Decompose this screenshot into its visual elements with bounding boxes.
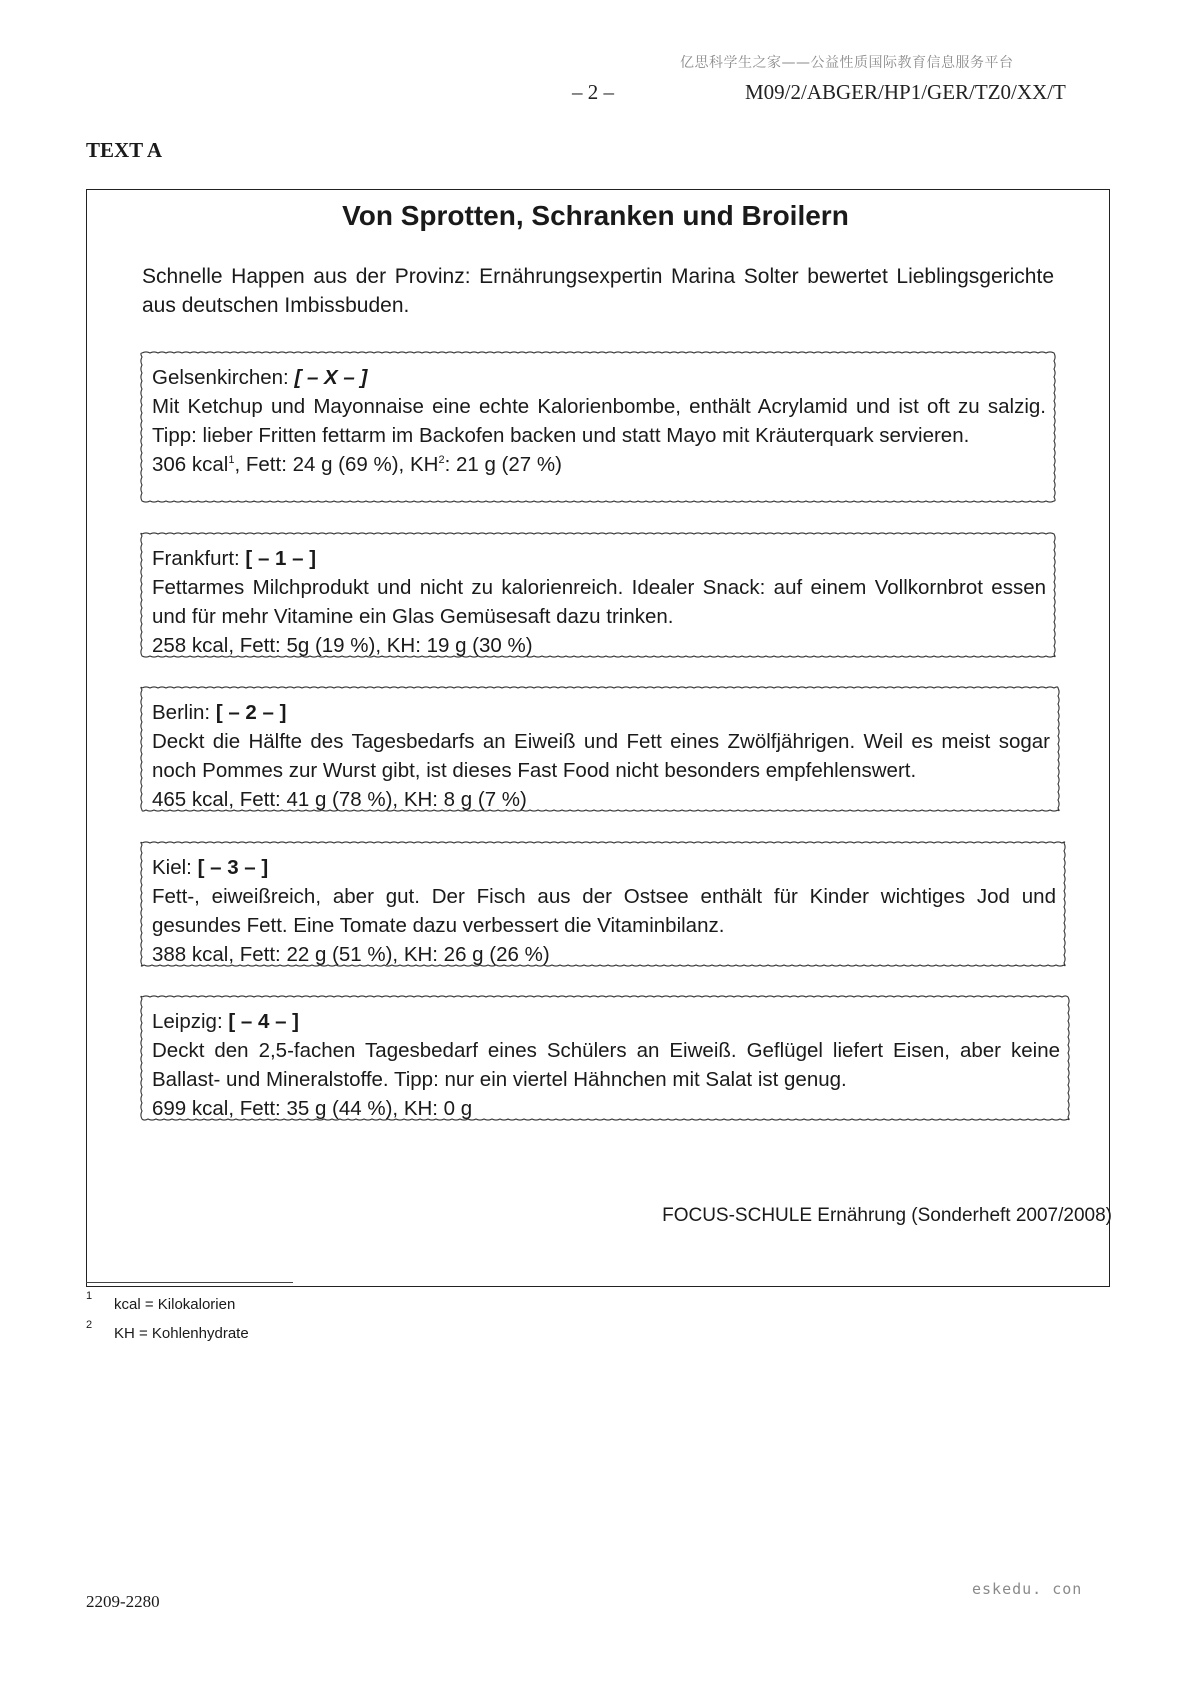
gap-marker: [ – 4 – ] [228, 1010, 300, 1033]
section-label: TEXT A [86, 138, 163, 162]
watermark-bottom: eskedu. con [972, 1580, 1083, 1598]
footnote-divider [86, 1282, 293, 1283]
gap-marker: [ – X – ] [294, 366, 368, 389]
dish-card-gelsenkirchen [142, 353, 1054, 501]
exam-code: 2209-2280 [86, 1592, 160, 1611]
watermark-top: 亿思科学生之家——公益性质国际教育信息服务平台 [680, 55, 1014, 71]
footnote-text: kcal = Kilokalorien [114, 1296, 236, 1313]
card-nutrition: 306 kcal$^1$, Fett: 24 g (69 %), $KH^2$: 21 g (27 %) [152, 453, 562, 476]
card-city: Frankfurt: [152, 547, 240, 570]
card-nutrition: 258 kcal, Fett: 5g (19 %), KH: 19 g (30 %) [152, 634, 533, 657]
dish-card-leipzig [142, 997, 1068, 1119]
gap-marker: [ – 3 – ] [197, 856, 269, 879]
card-city: Berlin: [152, 701, 211, 724]
card-nutrition: 699 kcal, Fett: 35 g (44 %), KH: 0 g [152, 1097, 473, 1120]
page-number: – 2 – [572, 80, 614, 104]
card-body: Mit Ketchup und Mayonnaise eine echte Kalorienbombe, enthält Acrylamid und ist oft zu salzig. Tipp: lieber Fritten fettarm im Backofen backen und statt Mayo mit Kräuterquark servieren. [152, 395, 1046, 447]
document-code: M09/2/ABGER/HP1/GER/TZ0/XX/T [745, 80, 1066, 104]
article-source: FOCUS-SCHULE Ernährung (Sonderheft 2007/2008) [662, 1205, 1112, 1226]
card-body: Deckt die Hälfte des Tagesbedarfs an Eiweiß und Fett eines Zwölfjährigen. Weil es meist sogar noch Pommes zur Wurst gibt, ist dieses Fast Food nicht besonders empfehlenswert. [152, 730, 1050, 782]
card-city: Leipzig: [152, 1010, 223, 1033]
card-nutrition: 388 kcal, Fett: 22 g (51 %), KH: 26 g (26 %) [152, 943, 550, 966]
gap-marker: [ – 1 – ] [245, 547, 317, 570]
dish-card-berlin [142, 688, 1058, 810]
card-body: Fettarmes Milchprodukt und nicht zu kalorienreich. Idealer Snack: auf einem Vollkornbrot essen und für mehr Vitamine ein Glas Gemüsesaft dazu trinken. [152, 576, 1046, 628]
card-body: Deckt den 2,5-fachen Tagesbedarf eines Schülers an Eiweiß. Geflügel liefert Eisen, aber keine Ballast- und Mineralstoffe. Tipp: nur ein viertel Hähnchen mit Salat ist genug. [152, 1039, 1060, 1091]
card-city: Kiel: [152, 856, 192, 879]
card-city: Gelsenkirchen: [152, 366, 289, 389]
dish-card-kiel [142, 843, 1064, 965]
card-body: Fett-, eiweißreich, aber gut. Der Fisch aus der Ostsee enthält für Kinder wichtiges Jod und gesundes Fett. Eine Tomate dazu verbessert die Vitaminbilanz. [152, 885, 1056, 937]
article-intro: Schnelle Happen aus der Provinz: Ernährungsexpertin Marina Solter bewertet Lieblingsgerichte aus deutschen Imbissbuden. [142, 265, 1054, 317]
card-nutrition: 465 kcal, Fett: 41 g (78 %), KH: 8 g (7 %) [152, 788, 527, 811]
gap-marker: [ – 2 – ] [215, 701, 287, 724]
dish-card-frankfurt [142, 534, 1054, 656]
footnote-number: 2 [86, 1319, 93, 1331]
article-title: Von Sprotten, Schranken und Broilern [342, 200, 849, 231]
footnote-number: 1 [86, 1290, 93, 1302]
footnote-text: KH = Kohlenhydrate [114, 1325, 249, 1342]
